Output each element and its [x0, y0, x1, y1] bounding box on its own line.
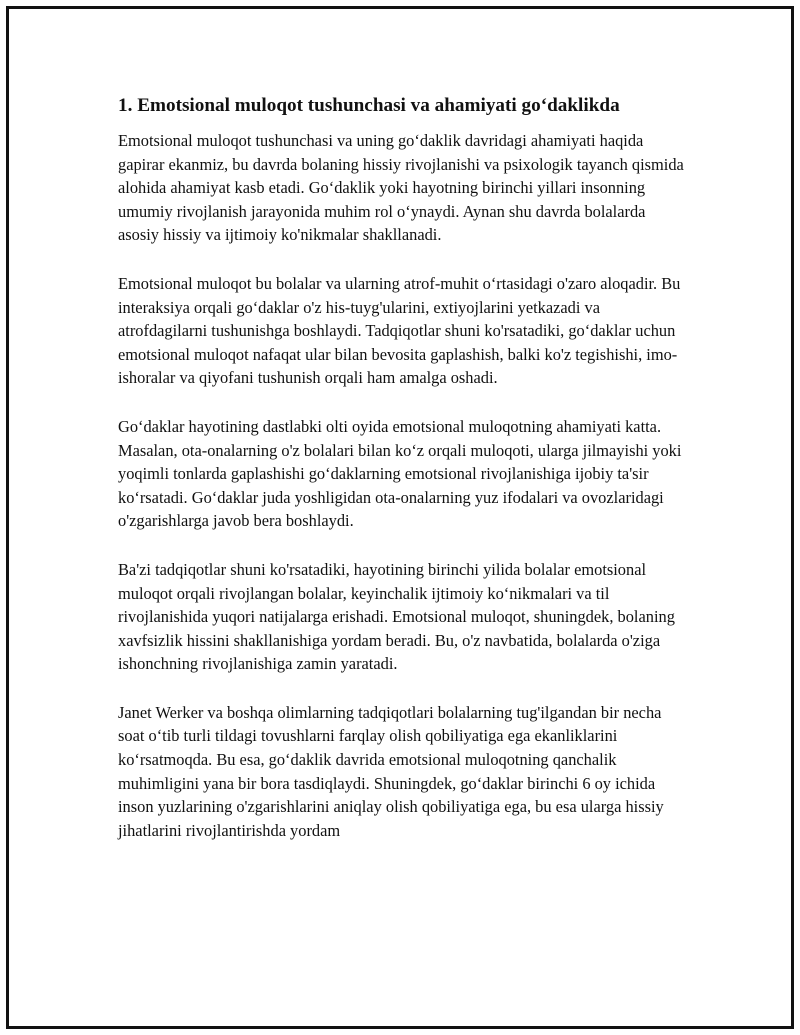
paragraph-4: Ba'zi tadqiqotlar shuni ko'rsatadiki, hayotining birinchi yilida bolalar emotsional muloqot orqali rivojlangan bolalar, keyinchalik ijtimoiy ko‘nikmalari va til rivojlanishida yuqori natijalarga erishadi. Emotsional muloqot, shuningdek, bolaning xavfsizlik hissini shakllanishiga yordam beradi. Bu, o'z navbatida, bolalarda o'ziga ishonchning rivojlanishiga zamin yaratadi.	[118, 559, 675, 674]
paragraph-1: Emotsional muloqot tushunchasi va uning go‘daklik davridagi ahamiyati haqida gapirar ekanmiz, bu davrda bolaning hissiy rivojlanishi va psixologik tayanch qismida alohida ahamiyat kasb etadi. Go‘daklik yoki hayotning birinchi yillari insonning umumiy rivojlanish jarayonida muhim rol o‘ynaydi. Aynan shu davrda bolalarda asosiy hissiy va ijtimoiy ko'nikmalar shakllanadi.	[118, 131, 684, 245]
section-heading: 1. Emotsional muloqot tushunchasi va ahamiyati go‘daklikda	[118, 95, 620, 116]
paragraph-5: Janet Werker va boshqa olimlarning tadqiqotlari bolalarning tug'ilgandan bir necha soat o‘tib turli tildagi tovushlarni farqlay olish qobiliyatiga ega ekanliklarini ko‘rsatmoqda. Bu esa, go‘daklik davrida emotsional muloqotning qanchalik muhimligini yana bir bora tasdiqlaydi. Shuningdek, go‘daklar birinchi 6 oy ichida inson yuzlarining o'zgarishlarini aniqlay olish qobiliyatiga ega, bu esa ularga hissiy jihatlarini rivojlantirishda yordam	[118, 702, 664, 840]
paragraph-2: Emotsional muloqot bu bolalar va ularning atrof-muhit o‘rtasidagi o'zaro aloqadir. Bu interaksiya orqali go‘daklar o'z his-tuyg'ularini, extiyojlarini yetkazadi va atrofdagilarni tushunishga boshlaydi. Tadqiqotlar shuni ko'rsatadiki, go‘daklar uchun emotsional muloqot nafaqat ular bilan bevosita gaplashish, balki ko'z tegishishi, imo-ishoralar va qiyofani tushunish orqali ham amalga oshadi.	[118, 273, 681, 388]
paragraph-3: Go‘daklar hayotining dastlabki olti oyida emotsional muloqotning ahamiyati katta. Masalan, ota-onalarning o'z bolalari bilan ko‘z orqali muloqoti, ularga jilmayishi yoki yoqimli tonlarda gaplashishi go‘daklarning emotsional rivojlanishiga ijobiy ta'sir ko‘rsatadi. Go‘daklar juda yoshligidan ota-onalarning yuz ifodalari va ovozlaridagi o'zgarishlarga javob bera boshlaydi.	[118, 416, 682, 531]
document-body	[118, 92, 688, 867]
